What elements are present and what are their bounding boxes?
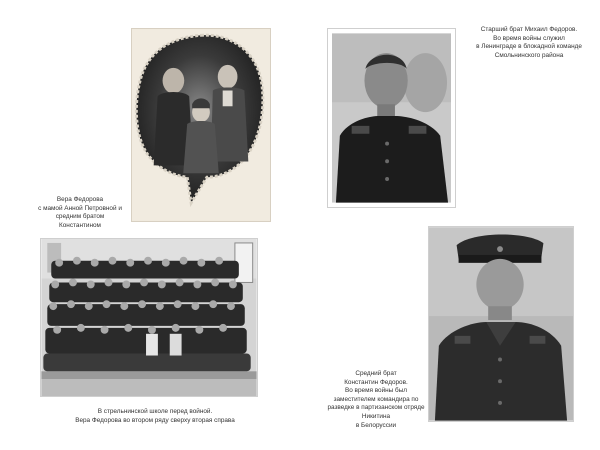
caption-mikhail: Старший брат Михаил Федоров. Во время войны служил в Ленинграде в блокадной команде Смольнинского района — [476, 26, 582, 59]
school-photo — [40, 238, 258, 397]
school-photo-image — [41, 239, 257, 396]
konstantin-photo-image — [429, 227, 573, 421]
caption-konstantin: Средний брат Константин Федоров. Во время войны был заместителем командира по разведке в партизанском отряде Никитина в Белоруссии — [327, 370, 425, 429]
caption-vera-family: Вера Федорова с мамой Анной Петровной и средним братом Константином — [38, 196, 122, 229]
caption-school: В стрельнинской школе перед войной. Вера Федорова во втором ряду сверху вторая справа — [75, 408, 235, 424]
mikhail-photo-image — [332, 33, 451, 203]
mikhail-photo — [327, 28, 456, 208]
family-photo — [131, 28, 271, 222]
konstantin-photo — [428, 226, 574, 422]
family-photo-image — [132, 29, 270, 221]
